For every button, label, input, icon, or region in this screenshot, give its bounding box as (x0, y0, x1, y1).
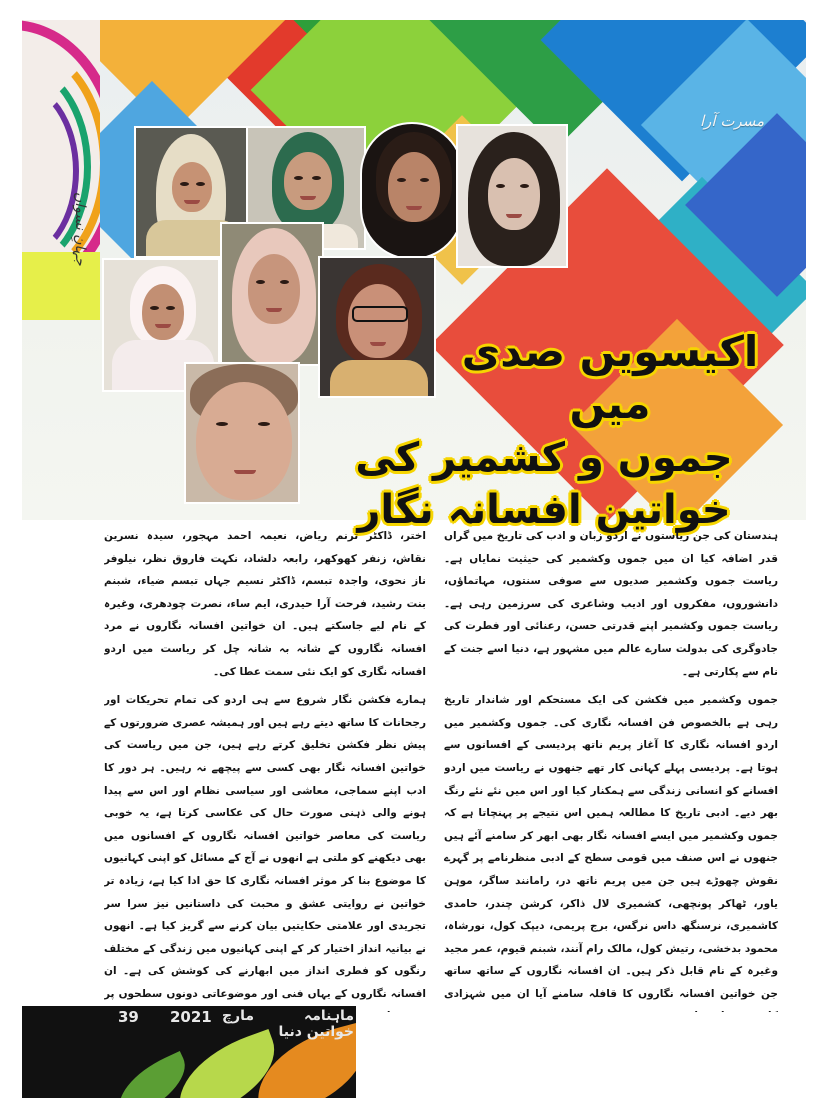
article-title-line2: جموں و کشمیر کی خواتین افسانہ نگار (355, 435, 733, 533)
paragraph: اختر، ڈاکٹر ترنم ریاض، نعیمہ احمد مہجور، سیدہ نسرین نقاش، زنفر کھوکھر، رابعہ دلشاد، نکہت فاروق نظر، نیلوفر ناز نحوی، واجدہ تبسم، ڈاکٹر نسیم جہاں تبسم ضیاء، شبنم بنت رشید، فرحت آرا حیدری، ایم ساء، نصرت چودھری، وغیرہ کے نام لیے جاسکتے ہیں۔ ان خواتین افسانہ نگاروں نے مرد افسانہ نگاروں کے شانہ بہ شانہ چل کر ریاست میں اردو افسانہ نگاری کو ایک نئی سمت عطا کی۔ (104, 530, 426, 678)
paragraph: ہمارے فکشن نگار شروع سے ہی اردو کی تمام تحریکات اور رجحانات کا ساتھ دیتے رہے ہیں اور ہمیشہ عصری ضرورتوں کے پیش نظر فکشن تخلیق کرتے رہے ہیں، جن میں ریاست کی خواتین افسانہ نگار بھی کسی سے پیچھے نہ رہیں۔ ہر دور کا ادب اپنے سماجی، معاشی اور سیاسی نظام اور اس سے پیدا ہونے والی ذہنی صورت حال کی عکاسی کرتا ہے، یہ خوبی ریاست کی معاصر خواتین افسانہ نگاروں کے افسانوں میں بھی دیکھنے کو ملتی ہے انھوں نے آج کے مسائل کو اپنی کہانیوں کا موضوع بنا کر موثر افسانہ نگاری کا حق ادا کیا ہے، زیادہ تر خواتین نے روایتی عشق و محبت کی داستانیں نیز سرا سر تجریدی اور علامتی حکایتیں بیان کرنے سے گریز کیا ہے۔ انھوں نے بیانیہ انداز اختیار کر کے اپنی کہانیوں میں زندگی کے مختلف رنگوں کو فطری انداز میں ابھارنے کی کوشش کی ہے۔ ان افسانہ نگاروں کے یہاں فنی اور موضوعاتی دونوں سطحوں پر (104, 694, 426, 1000)
portrait-photo (360, 122, 464, 260)
portrait-photo (220, 222, 324, 366)
author-name: مسرت آرا (700, 112, 765, 130)
paragraph: ہندستان کی جن ریاستوں نے اردو زبان و ادب کی تاریخ میں گراں قدر اضافہ کیا ان میں جموں وکشمیر کی حیثیت نمایاں ہے۔ ریاست جموں وکشمیر صدیوں سے صوفی سنتوں، مہاتماؤں، دانشوروں، مفکروں اور ادیب وشاعری کی سرزمین رہی ہے۔ ریاست جموں وکشمیر اپنے قدرتی حسن، رعنائی اور فطرت کی جادوگری کی بدولت سارے عالم میں مشہور ہے، دنیا اسے جنت کے نام سے پکارتی ہے۔ (444, 530, 778, 678)
portrait-photo (318, 256, 436, 398)
article-column-left (104, 525, 426, 1012)
article-title-line1: اکیسویں صدی میں (461, 327, 759, 428)
issue-year: 2021 (170, 1008, 212, 1026)
article-column-right (444, 525, 778, 1012)
paragraph: جموں وکشمیر میں فکشن کی ایک مستحکم اور شاندار تاریخ رہی ہے بالخصوص فن افسانہ نگاری کی۔ جموں وکشمیر میں اردو افسانہ نگاری کا آغاز پریم ناتھ پردیسی کے افسانوں سے ہوتا ہے۔ پردیسی پہلے کہانی کار تھے جنھوں نے ریاست میں اردو افسانے کو انسانی زندگی سے ہمکنار کیا اور اس میں نئے نئے رنگ بھر دیے۔ ادبی تاریخ کا مطالعہ ہمیں اس نتیجے پر پہنچاتا ہے کہ جموں وکشمیر میں ایسے افسانہ نگار بھی ابھر کر سامنے آئے ہیں جنھوں نے اس صنف میں قومی سطح کے ادبی منظرنامے پر گہرے نقوش چھوڑے ہیں جن میں پریم ناتھ در، رامانند ساگر، موہن یاور، ٹھاکر پونچھی، کشمیری لال ذاکر، کرشن چندر، حامدی کاشمیری، نرسنگھ داس نرگس، برج پریمی، دیپک کول، نورشاہ، محمود بدخشی، رتیش کول، مالک رام آنند، شبنم قیوم، عمر مجید وغیرہ کے نام قابل ذکر ہیں۔ ان افسانہ نگاروں کے ساتھ ساتھ جن خواتین افسانہ نگاروں کا قافلہ سامنے آیا ان میں شہزادی (444, 694, 778, 1000)
portrait-photo (456, 124, 568, 268)
page-number: 39 (118, 1008, 139, 1026)
issue-month: مارچ (221, 1008, 255, 1024)
section-label: جہانِ نسواں (72, 192, 88, 266)
left-decoration (22, 20, 100, 320)
portrait-photo (184, 362, 300, 504)
magazine-name: ماہنامہ خواتین دنیا (278, 1008, 354, 1040)
